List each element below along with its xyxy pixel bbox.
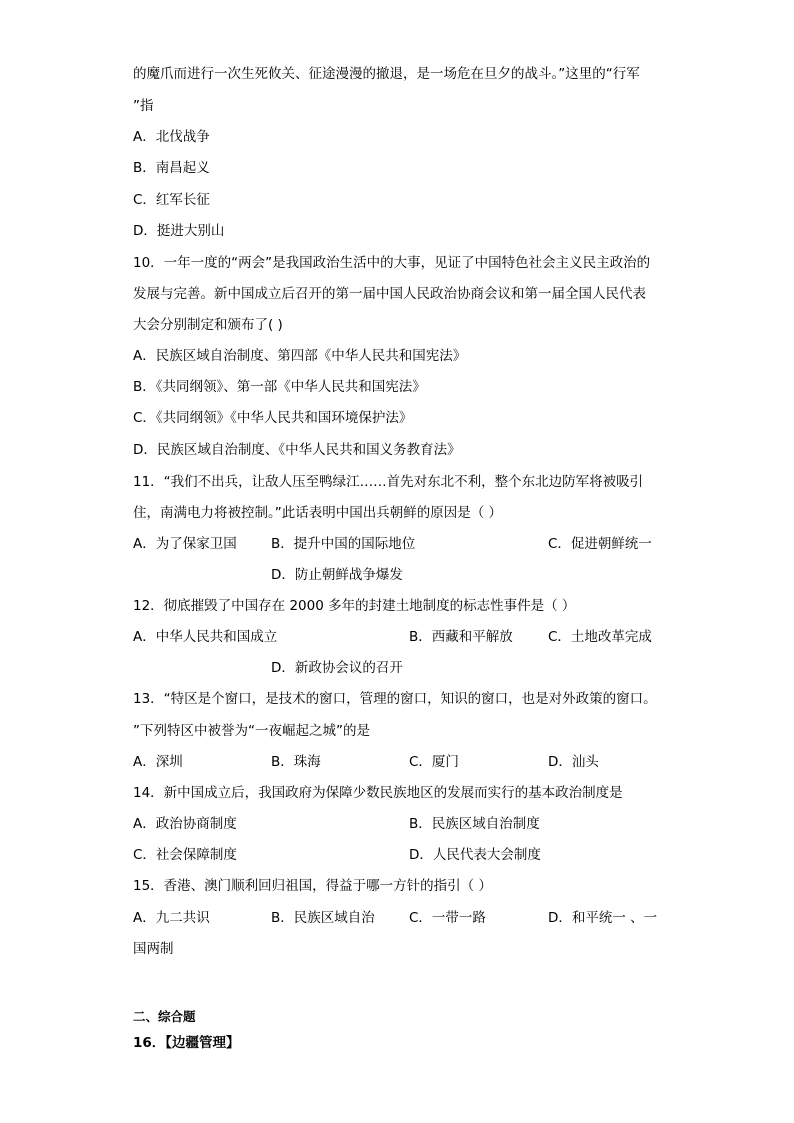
passage-line: 的魔爪而进行一次生死攸关、征途漫漫的撤退，是一场危在旦夕的战斗。”这里的“行军 xyxy=(133,66,640,82)
q15-option-d: D．和平统一 、一 xyxy=(548,910,658,926)
q9-option-a: A．北伐战争 xyxy=(133,129,210,145)
q9-option-d: D．挺进大别山 xyxy=(133,223,225,239)
q10-stem: 发展与完善。新中国成立后召开的第一届中国人民政治协商会议和第一届全国人民代表 xyxy=(133,286,646,302)
q13-option-b: B．珠海 xyxy=(271,754,321,770)
q15-stem: 15．香港、澳门顺利回归祖国，得益于哪一方针的指引（ ） xyxy=(133,878,492,894)
q10-stem: 10．一年一度的“两会”是我国政治生活中的大事，见证了中国特色社会主义民主政治的 xyxy=(133,255,651,271)
q10-option-d: D．民族区域自治制度、《中华人民共和国义务教育法》 xyxy=(133,442,461,458)
q13-option-c: C．厦门 xyxy=(409,754,459,770)
q13-option-d: D．汕头 xyxy=(548,754,599,770)
q9-option-b: B．南昌起义 xyxy=(133,160,210,176)
q14-option-b: B．民族区域自治制度 xyxy=(409,816,540,832)
q12-option-b: B．西藏和平解放 xyxy=(409,629,513,645)
q14-option-a: A．政治协商制度 xyxy=(133,816,237,832)
q9-option-c: C．红军长征 xyxy=(133,192,210,208)
q14-option-c: C．社会保障制度 xyxy=(133,847,237,863)
q15-option-d-continued: 国两制 xyxy=(133,941,174,957)
q12-option-d: D．新政协会议的召开 xyxy=(271,660,403,676)
q15-option-b: B．民族区域自治 xyxy=(271,910,375,926)
q13-option-a: A．深圳 xyxy=(133,754,183,770)
q12-option-c: C．土地改革完成 xyxy=(548,629,652,645)
q10-option-c: C．《共同纲领》《中华人民共和国环境保护法》 xyxy=(133,410,413,426)
q10-option-a: A．民族区域自治制度、第四部《中华人民共和国宪法》 xyxy=(133,348,467,364)
q12-option-a: A．中华人民共和国成立 xyxy=(133,629,278,645)
q14-option-d: D．人民代表大会制度 xyxy=(409,847,541,863)
q16-heading: 16．【边疆管理】 xyxy=(133,1035,240,1051)
q11-stem: 11．“我们不出兵，让敌人压至鸭绿江……首先对东北不利，整个东北边防军将被吸引 xyxy=(133,474,644,490)
q11-option-b: B．提升中国的国际地位 xyxy=(271,536,416,552)
q10-option-b: B．《共同纲领》、第一部《中华人民共和国宪法》 xyxy=(133,379,426,395)
q12-stem: 12．彻底摧毁了中国存在 2000 多年的封建土地制度的标志性事件是（ ） xyxy=(133,598,576,614)
passage-line: ”指 xyxy=(133,98,154,114)
section-heading: 二、综合题 xyxy=(133,1009,196,1024)
q15-option-a: A．九二共识 xyxy=(133,910,210,926)
q13-stem: ”下列特区中被誉为“一夜崛起之城”的是 xyxy=(133,723,370,739)
q11-stem: 住，南满电力将被控制。”此话表明中国出兵朝鲜的原因是（ ） xyxy=(133,505,503,521)
q10-stem: 大会分别制定和颁布了( ) xyxy=(133,317,283,333)
q13-stem: 13．“特区是个窗口，是技术的窗口，管理的窗口，知识的窗口，也是对外政策的窗口。 xyxy=(133,691,657,707)
q15-option-c: C．一带一路 xyxy=(409,910,486,926)
q11-option-c: C．促进朝鲜统一 xyxy=(548,536,652,552)
q14-stem: 14．新中国成立后，我国政府为保障少数民族地区的发展而实行的基本政治制度是 xyxy=(133,785,623,801)
q11-option-d: D．防止朝鲜战争爆发 xyxy=(271,567,403,583)
q11-option-a: A．为了保家卫国 xyxy=(133,536,237,552)
